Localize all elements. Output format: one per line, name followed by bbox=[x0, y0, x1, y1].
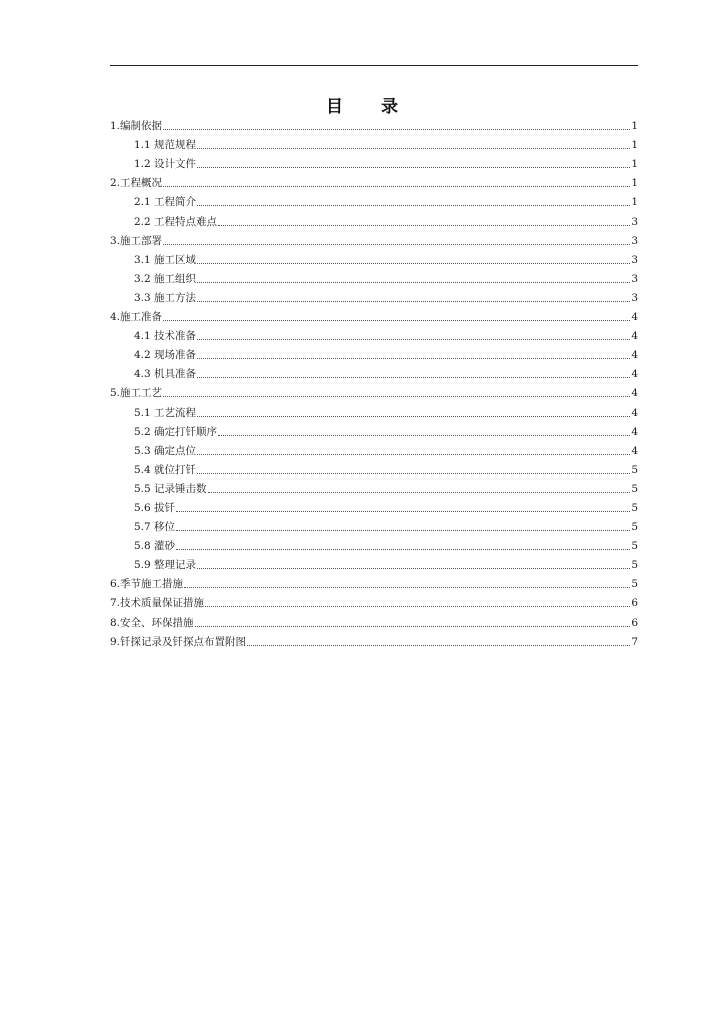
toc-entry-page: 3 bbox=[631, 215, 638, 228]
toc-entry[interactable] bbox=[110, 400, 638, 419]
toc-entry[interactable] bbox=[110, 534, 638, 553]
toc-entry[interactable] bbox=[110, 267, 638, 286]
toc-list bbox=[110, 114, 638, 649]
toc-entry-label: 4.施工准备 bbox=[110, 311, 163, 324]
toc-entry-leader bbox=[176, 511, 630, 512]
toc-entry-page: 1 bbox=[631, 177, 638, 190]
toc-entry-label: 6.季节施工措施 bbox=[110, 578, 184, 591]
toc-entry-page: 5 bbox=[631, 578, 638, 591]
toc-entry-label: 3.3 施工方法 bbox=[134, 291, 197, 304]
toc-entry-leader bbox=[163, 396, 630, 397]
toc-entry-label: 5.1 工艺流程 bbox=[134, 406, 197, 419]
toc-entry[interactable] bbox=[110, 248, 638, 267]
toc-entry-leader bbox=[197, 148, 630, 149]
toc-entry[interactable] bbox=[110, 286, 638, 305]
toc-entry-leader bbox=[197, 568, 630, 569]
toc-entry-leader bbox=[197, 358, 630, 359]
toc-entry-label: 5.8 灌砂 bbox=[134, 540, 176, 553]
toc-entry-label: 4.2 现场准备 bbox=[134, 349, 197, 362]
toc-entry[interactable] bbox=[110, 362, 638, 381]
toc-entry-page: 1 bbox=[631, 139, 638, 152]
toc-entry[interactable] bbox=[110, 229, 638, 248]
toc-title-char-2: 录 bbox=[381, 97, 398, 117]
toc-entry[interactable] bbox=[110, 610, 638, 629]
toc-entry[interactable] bbox=[110, 591, 638, 610]
toc-entry-label: 4.1 技术准备 bbox=[134, 330, 197, 343]
toc-entry-label: 3.1 施工区域 bbox=[134, 253, 197, 266]
toc-entry[interactable] bbox=[110, 324, 638, 343]
toc-entry-page: 5 bbox=[631, 559, 638, 572]
toc-entry-leader bbox=[197, 473, 630, 474]
toc-entry[interactable] bbox=[110, 209, 638, 228]
toc-entry-leader bbox=[218, 435, 630, 436]
toc-entry-leader bbox=[176, 549, 630, 550]
toc-entry-leader bbox=[184, 587, 630, 588]
toc-entry-leader bbox=[208, 492, 631, 493]
toc-entry-leader bbox=[176, 530, 630, 531]
toc-entry-leader bbox=[197, 339, 630, 340]
toc-entry-page: 4 bbox=[631, 368, 638, 381]
toc-entry[interactable] bbox=[110, 553, 638, 572]
toc-entry[interactable] bbox=[110, 515, 638, 534]
toc-entry[interactable] bbox=[110, 572, 638, 591]
toc-entry[interactable] bbox=[110, 496, 638, 515]
toc-entry-page: 4 bbox=[631, 387, 638, 400]
toc-entry-page: 4 bbox=[631, 425, 638, 438]
toc-entry[interactable] bbox=[110, 630, 638, 649]
toc-entry-page: 6 bbox=[631, 597, 638, 610]
toc-entry-page: 5 bbox=[631, 463, 638, 476]
toc-entry-page: 6 bbox=[631, 616, 638, 629]
toc-entry-label: 2.1 工程简介 bbox=[134, 196, 197, 209]
toc-entry-leader bbox=[163, 244, 630, 245]
toc-entry-label: 5.5 记录锤击数 bbox=[134, 482, 207, 495]
toc-entry-label: 5.施工工艺 bbox=[110, 387, 163, 400]
toc-entry-leader bbox=[195, 626, 631, 627]
toc-entry-label: 5.2 确定打钎顺序 bbox=[134, 425, 218, 438]
header-rule bbox=[110, 65, 638, 66]
toc-entry[interactable] bbox=[110, 152, 638, 171]
toc-entry-page: 5 bbox=[631, 501, 638, 514]
toc-entry-label: 5.3 确定点位 bbox=[134, 444, 197, 457]
toc-entry-leader bbox=[197, 377, 630, 378]
toc-entry-page: 3 bbox=[631, 253, 638, 266]
toc-entry[interactable] bbox=[110, 190, 638, 209]
toc-entry[interactable] bbox=[110, 458, 638, 477]
toc-entry-label: 1.1 规范规程 bbox=[134, 139, 197, 152]
toc-entry-label: 5.6 拔钎 bbox=[134, 501, 176, 514]
toc-entry-page: 5 bbox=[631, 521, 638, 534]
toc-entry-page: 3 bbox=[631, 272, 638, 285]
toc-entry-page: 5 bbox=[631, 482, 638, 495]
toc-entry-label: 4.3 机具准备 bbox=[134, 368, 197, 381]
toc-entry-leader bbox=[163, 129, 630, 130]
toc-entry-leader bbox=[197, 301, 630, 302]
toc-entry-label: 5.7 移位 bbox=[134, 521, 176, 534]
toc-entry-label: 5.4 就位打钎 bbox=[134, 463, 197, 476]
toc-entry-page: 7 bbox=[631, 635, 638, 648]
toc-entry-label: 2.2 工程特点难点 bbox=[134, 215, 218, 228]
toc-entry-label: 1.编制依据 bbox=[110, 120, 163, 133]
toc-entry-page: 3 bbox=[631, 234, 638, 247]
toc-entry[interactable] bbox=[110, 171, 638, 190]
toc-entry-leader bbox=[247, 645, 630, 646]
toc-entry-page: 1 bbox=[631, 120, 638, 133]
toc-entry[interactable] bbox=[110, 114, 638, 133]
toc-entry[interactable] bbox=[110, 343, 638, 362]
toc-entry-label: 7.技术质量保证措施 bbox=[110, 597, 205, 610]
toc-entry[interactable] bbox=[110, 305, 638, 324]
toc-entry-page: 1 bbox=[631, 196, 638, 209]
toc-entry-leader bbox=[163, 186, 630, 187]
toc-entry-page: 4 bbox=[631, 311, 638, 324]
toc-entry-leader bbox=[197, 263, 630, 264]
toc-entry-page: 4 bbox=[631, 406, 638, 419]
toc-entry-leader bbox=[205, 606, 630, 607]
toc-entry[interactable] bbox=[110, 439, 638, 458]
toc-entry-label: 1.2 设计文件 bbox=[134, 158, 197, 171]
toc-entry-leader bbox=[197, 454, 630, 455]
toc-entry-page: 4 bbox=[631, 330, 638, 343]
toc-entry-page: 4 bbox=[631, 349, 638, 362]
toc-entry-page: 4 bbox=[631, 444, 638, 457]
toc-entry-leader bbox=[163, 320, 630, 321]
toc-entry-page: 1 bbox=[631, 158, 638, 171]
toc-entry-leader bbox=[197, 282, 630, 283]
toc-entry-label: 2.工程概况 bbox=[110, 177, 163, 190]
toc-entry-leader bbox=[197, 416, 630, 417]
toc-title-char-1: 目 bbox=[326, 97, 343, 117]
toc-entry-leader bbox=[197, 167, 630, 168]
toc-entry[interactable] bbox=[110, 133, 638, 152]
toc-entry-page: 3 bbox=[631, 291, 638, 304]
toc-entry[interactable] bbox=[110, 420, 638, 439]
toc-entry[interactable] bbox=[110, 381, 638, 400]
toc-entry-leader bbox=[197, 205, 630, 206]
toc-entry-page: 5 bbox=[631, 540, 638, 553]
toc-entry-label: 5.9 整理记录 bbox=[134, 559, 197, 572]
toc-entry-label: 9.钎探记录及钎探点布置附图 bbox=[110, 635, 247, 648]
toc-entry-leader bbox=[218, 225, 630, 226]
toc-entry[interactable] bbox=[110, 477, 638, 496]
toc-entry-label: 3.施工部署 bbox=[110, 234, 163, 247]
toc-entry-label: 3.2 施工组织 bbox=[134, 272, 197, 285]
toc-entry-label: 8.安全、环保措施 bbox=[110, 616, 194, 629]
